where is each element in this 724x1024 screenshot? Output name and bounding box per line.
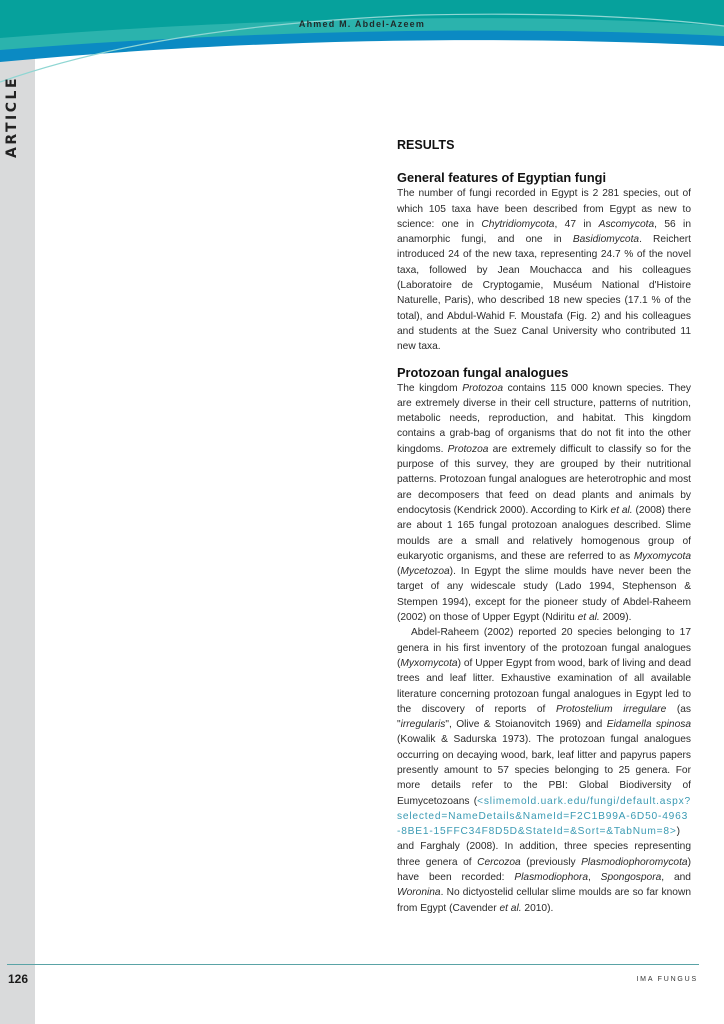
- taxon-name: Protozoa: [462, 382, 504, 394]
- text-run: ) of Upper Egypt from wood, bark of living and dead trees and leaf litter. Exhaustive examination of all available literature concerning protozoan fungal analogues in Egypt led to the discovery of reports of: [397, 657, 691, 715]
- paragraph-general-features: [397, 186, 691, 354]
- journal-name: IMA FUNGUS: [636, 976, 698, 983]
- text-run: ,: [587, 872, 601, 884]
- taxon-name: Plasmodiophora: [514, 872, 588, 884]
- taxon-name: irregularis: [400, 719, 446, 731]
- taxon-name: Basidiomycota: [572, 234, 640, 246]
- text-run: ) and Farghaly (2008). In addition, three species representing three genera of: [397, 826, 691, 868]
- text-run: , and: [661, 872, 691, 884]
- running-header-author: Ahmed M. Abdel-Azeem: [298, 19, 426, 29]
- text-run: (as ": [397, 703, 692, 731]
- text-run: (Kowalik & Sadurska 1973). The protozoan fungal analogues occurring on decaying wood, bark, leaf litter and papyrus papers presently amount to 57 species belonging to 25 genera. For more details refer to the PBI: Global Biodiversity of Eumycetozoans (: [397, 734, 691, 807]
- paragraph-protozoan-1: [397, 381, 691, 626]
- results-heading: RESULTS: [397, 138, 455, 152]
- text-run: (2008) there are about 1 165 fungal protozoan analogues described. Slime moulds are a small and relatively homogenous group of eukaryotic organisms, and these are referred to as: [397, 504, 691, 562]
- pbi-url-link[interactable]: <slimemold.uark.edu/fungi/default.aspx?selected=NameDetails&NameId=F2C1B99A-6D50-4963-8BE1-15FFC34F8D5D&StateId=&Sort=&TabNum=8>: [397, 795, 691, 838]
- taxon-name: Myxomycota: [633, 550, 691, 562]
- text-run: . Reichert introduced 24 of the new taxa, representing 24.7 % of the novel taxa, followed by Jean Mouchacca and his colleagues (Laboratoire de Cryptogamie, Muséum National d'Histoire Naturelle, Paris), who described 18 new species (17.1 % of the total), and Abdul-Wahid F. Moustafa (Fig. 2) and his colleagues and students at the Suez Canal University who contributed 11 new taxa.: [397, 234, 691, 353]
- text-run: The kingdom: [397, 382, 463, 394]
- text-run: Abdel-Raheem (2002) reported 20 species belonging to 17 genera in his first inventory of the protozoan fungal analogues (: [397, 627, 691, 669]
- taxon-name: Protostelium irregulare: [555, 703, 667, 715]
- taxon-name: Eidamella spinosa: [606, 719, 691, 731]
- text-run: contains 115 000 known species. They are extremely diverse in their cell structure, patterns of nutrition, metabolic needs, reproduction, and habitat. This kingdom contains a grab-bag of organisms that do not fit into the other kingdoms.: [397, 382, 691, 455]
- citation-etal: et al.: [610, 504, 633, 516]
- taxon-name: Ascomycota: [598, 218, 655, 230]
- text-run: 2009).: [599, 612, 632, 624]
- taxon-name: Myxomycota: [400, 657, 458, 669]
- citation-etal: et al.: [577, 612, 600, 624]
- section-heading-protozoan: Protozoan fungal analogues: [397, 364, 569, 380]
- article-type-label: ARTICLE: [4, 75, 20, 158]
- taxon-name: Spongospora: [600, 872, 662, 884]
- main-column: [397, 138, 691, 916]
- footer-divider: [7, 964, 699, 965]
- text-run: are extremely difficult to classify so for the purpose of this survey, they are grouped by their nutritional patterns. Protozoan fungal analogues are heterotrophic and most are decomposers that feed on dead plants and animals by endocytosis (Kendrick 2000). According to Kirk: [397, 443, 691, 516]
- page-number: 126: [8, 972, 29, 986]
- taxon-name: Mycetozoa: [400, 566, 450, 578]
- text-run: (previously: [520, 856, 582, 868]
- text-run: 2010).: [521, 902, 554, 914]
- taxon-name: Plasmodiophoromycota: [581, 856, 688, 868]
- text-run: , 56 in anamorphic fungi, and one in: [397, 218, 691, 246]
- text-run: . No dictyostelid cellular slime moulds are so far known from Egypt (Cavender: [397, 887, 691, 914]
- header-banner: [0, 0, 724, 110]
- citation-etal: et al.: [499, 902, 522, 914]
- taxon-name: Protozoa: [447, 443, 489, 455]
- taxon-name: Chytridiomycota: [481, 218, 555, 230]
- text-run: ", Olive & Stoianovitch 1969) and: [445, 719, 607, 731]
- section-heading-general-features: General features of Egyptian fungi: [397, 170, 607, 186]
- text-run: , 47 in: [554, 218, 599, 230]
- text-run: ). In Egypt the slime moulds have never been the target of any widescale study (Lado 1994, Stephenson & Stempen 1994), except for the pioneer study of Abdel-Raheem (2002) on those of Upper Egypt (Ndiritu: [397, 566, 691, 624]
- text-run: The number of fungi recorded in Egypt is 2 281 species, out of which 105 taxa have been described from Egypt as new to science: one in: [397, 188, 691, 230]
- taxon-name: Cercozoa: [477, 856, 521, 868]
- taxon-name: Woronina: [397, 887, 441, 899]
- paragraph-protozoan-2: [397, 625, 691, 916]
- text-run: ) have been recorded:: [397, 856, 691, 884]
- text-run: (: [397, 566, 401, 578]
